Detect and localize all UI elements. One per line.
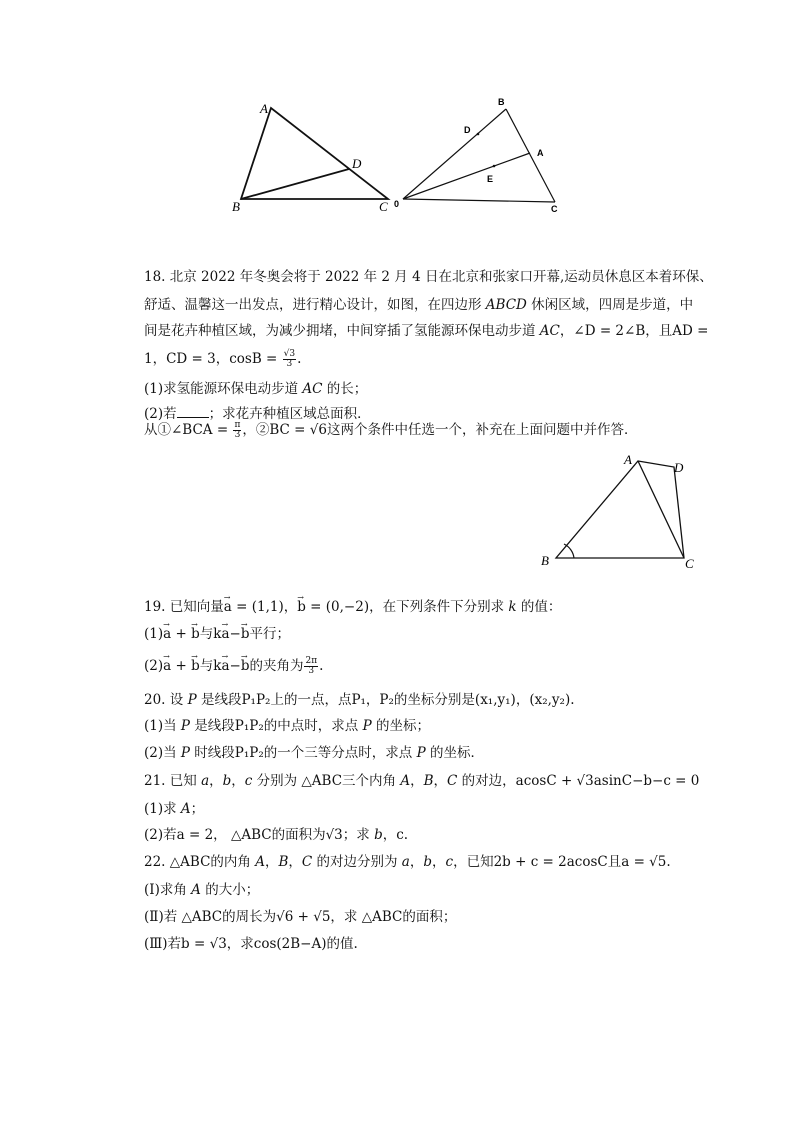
- label-c: C: [379, 199, 388, 214]
- frac-num: π: [234, 420, 241, 430]
- q20-l2d: P: [362, 718, 372, 734]
- q21-l3c: ，c.: [382, 827, 409, 843]
- answer-blank: [177, 405, 209, 418]
- q21-l1g: 分别为 △ABC三个内角: [252, 773, 401, 789]
- q20-l3a: (2)当: [144, 745, 181, 761]
- q21-line-2: [144, 800, 204, 818]
- label-b: B: [498, 97, 505, 107]
- figure-quadrilateral-abcd: [538, 450, 708, 575]
- segment-ob: [403, 109, 506, 199]
- q22-line-1: [144, 853, 671, 871]
- q22-l1k: ，: [432, 854, 446, 870]
- q20-l2c: 是线段P₁P₂的中点时，求点: [190, 718, 363, 734]
- q21-line-3: [144, 826, 408, 844]
- q20-l3d: P: [416, 745, 426, 761]
- q19-l1c: = (1,1)，: [231, 599, 298, 615]
- q18-l2c: 休闲区域，四周是步道，中: [526, 297, 694, 313]
- q22-l1e: ，: [288, 854, 302, 870]
- q22-l1i: ，: [409, 854, 424, 870]
- q19-l2c: +: [171, 626, 192, 642]
- label-o: 0: [394, 199, 400, 209]
- q22-l1f: C: [301, 854, 313, 870]
- label-a: A: [624, 452, 632, 467]
- frac-num: √3: [283, 349, 296, 359]
- q18-l1: 18. 北京 2022 年冬奥会将于 2022 年 2 月 4 日在北京和张家口开幕,运动员休息区本着环保、: [144, 269, 713, 285]
- label-c: C: [685, 556, 694, 571]
- vector-b: → b: [191, 657, 200, 675]
- q18-line-3: [144, 322, 708, 340]
- q18-l7b: ，②BC = √6这两个条件中任选一个，补充在上面问题中并作答．: [242, 422, 638, 438]
- q18-l2b: ABCD: [485, 297, 527, 313]
- label-c: C: [551, 204, 558, 214]
- point-e: [493, 165, 496, 168]
- q20-l3e: 的坐标．: [425, 745, 484, 761]
- label-b: B: [232, 199, 240, 214]
- q21-l1b: a: [201, 773, 210, 789]
- vector-a: → a: [221, 625, 229, 643]
- q18-l6a: (2)若: [144, 406, 177, 422]
- fraction-sqrt3-over-3: [283, 350, 296, 369]
- q20-l1b: P: [187, 692, 197, 708]
- q22-l1l: c: [445, 854, 454, 870]
- q20-l3b: P: [180, 745, 191, 761]
- frac-den: 3: [286, 359, 293, 369]
- q21-l1j: B: [423, 773, 434, 789]
- q19-l2i: 平行；: [249, 626, 290, 642]
- q18-line-2: [144, 296, 693, 314]
- q22-l4: (Ⅲ)若b = √3，求cos(2B−A)的值.: [144, 936, 358, 952]
- q18-l2a: 舒适、温馨这一出发点，进行精心设计，如图，在四边形: [144, 297, 486, 313]
- q19-l1a: 19. 已知向量: [144, 599, 224, 615]
- q22-l1b: A: [255, 854, 265, 870]
- q20-l2a: (1)当: [144, 718, 181, 734]
- q21-l1h: A: [400, 773, 411, 789]
- vector-a: → a: [163, 657, 171, 675]
- q22-l1d: B: [278, 854, 289, 870]
- q19-l1e: = (0,−2)，在下列条件下分别求: [305, 599, 509, 615]
- vector-b: → b: [241, 625, 250, 643]
- q22-l1h: a: [401, 854, 410, 870]
- q19-line-3: [144, 657, 323, 676]
- vector-b: → b: [191, 625, 200, 643]
- q21-l3b: b: [374, 827, 383, 843]
- vector-b: → b: [241, 657, 250, 675]
- q21-l1k: ，: [433, 773, 448, 789]
- q19-l1f: k: [508, 599, 517, 615]
- q18-l5b: AC: [302, 381, 323, 397]
- q21-l1a: 21. 已知: [144, 773, 202, 789]
- q20-l3c: 时线段P₁P₂的一个三等分点时，求点: [190, 745, 417, 761]
- q21-l2c: ；: [190, 801, 205, 817]
- fraction-2pi-over-3: [304, 657, 318, 676]
- label-a: A: [537, 148, 544, 158]
- q18-l6b: ；求花卉种植区域总面积．: [208, 406, 371, 422]
- q21-l2b: A: [180, 801, 191, 817]
- q19-l2e: 与k: [199, 626, 222, 642]
- q20-line-1: [144, 691, 575, 709]
- q18-l5c: 的长；: [322, 381, 368, 397]
- frac-den: 3: [308, 666, 315, 676]
- segment-bc: [506, 109, 555, 202]
- q22-line-4: [144, 935, 358, 953]
- vector-a: → a: [221, 657, 229, 675]
- segment-oc: [403, 199, 555, 202]
- frac-den: 3: [234, 430, 241, 440]
- segment-oa: [403, 153, 530, 199]
- q19-l3g: −: [229, 658, 241, 674]
- segment-bd: [241, 169, 349, 199]
- q22-l1a: 22. △ABC的内角: [144, 854, 256, 870]
- q21-l1c: ，: [209, 773, 223, 789]
- q18-l3b: AC: [539, 323, 560, 339]
- figure-triangle-obc: [390, 92, 570, 222]
- vector-b: → b: [297, 598, 306, 616]
- q20-line-3: [144, 744, 484, 762]
- q18-line-1: [144, 268, 713, 286]
- q22-l3: (Ⅱ)若 △ABC的周长为√6 + √5，求 △ABC的面积；: [144, 909, 457, 925]
- q22-l1j: b: [423, 854, 433, 870]
- point-d: [477, 133, 480, 136]
- q22-l1c: ，: [264, 854, 279, 870]
- q18-l3c: ，∠D = 2∠B，且AD =: [559, 323, 709, 339]
- q19-line-2: [144, 625, 290, 643]
- q19-line-1: [144, 598, 561, 616]
- q20-l2b: P: [180, 718, 191, 734]
- q21-l1f: c: [244, 773, 253, 789]
- q21-l1e: ，: [231, 773, 245, 789]
- q18-l7a: 从①∠BCA =: [144, 422, 233, 438]
- q20-l1c: 是线段P₁P₂上的一点，点P₁，P₂的坐标分别是(x₁,y₁)，(x₂,y₂).: [196, 692, 575, 708]
- q21-l1i: ，: [410, 773, 424, 789]
- q18-line-4: [144, 350, 301, 369]
- quadrilateral-abcd: [556, 461, 684, 558]
- q21-line-1: [144, 772, 699, 790]
- q18-l4a: 1，CD = 3，cosB =: [144, 351, 282, 367]
- q18-l3a: 间是花卉种植区域，为减少拥堵，中间穿插了氢能源环保电动步道: [144, 323, 540, 339]
- vector-a: → a: [163, 625, 171, 643]
- q19-l1g: 的值：: [516, 599, 562, 615]
- label-a: A: [260, 101, 268, 116]
- q21-l2a: (1)求: [144, 801, 181, 817]
- q21-l1m: 的对边，acosC + √3asinC−b−c = 0: [457, 773, 700, 789]
- q21-l1l: C: [447, 773, 458, 789]
- fraction-pi-over-3: [233, 421, 241, 440]
- q18-l5a: (1)求氢能源环保电动步道: [144, 381, 303, 397]
- q22-l1g: 的对边分别为: [312, 854, 402, 870]
- q19-l3a: (2): [144, 658, 164, 674]
- q19-l2g: −: [229, 626, 241, 642]
- q18-line-5: [144, 380, 367, 398]
- q18-line-7: [144, 421, 637, 440]
- q22-line-3: [144, 908, 456, 926]
- vector-a: → a: [224, 598, 232, 616]
- q21-l3a: (2)若a = 2， △ABC的面积为√3；求: [144, 827, 375, 843]
- label-d: D: [674, 460, 684, 475]
- q19-l3i: 的夹角为: [249, 658, 304, 674]
- q19-l3end: .: [319, 658, 324, 674]
- q22-l2c: 的大小；: [200, 882, 260, 898]
- segment-ac: [638, 461, 684, 558]
- label-d: D: [464, 125, 471, 135]
- q22-line-2: [144, 881, 259, 899]
- q20-line-2: [144, 717, 430, 735]
- q19-l2a: (1): [144, 626, 164, 642]
- q21-l1d: b: [222, 773, 232, 789]
- triangle-abc: [241, 108, 388, 199]
- q19-l3c: +: [171, 658, 192, 674]
- frac-num: 2π: [305, 656, 318, 666]
- q20-l1a: 20. 设: [144, 692, 188, 708]
- label-e: E: [487, 174, 494, 184]
- label-d: D: [352, 156, 362, 171]
- q20-l2e: 的坐标；: [371, 718, 430, 734]
- q22-l1m: ，已知2b + c = 2acosC且a = √5.: [453, 854, 671, 870]
- label-b: B: [541, 553, 549, 568]
- q18-l4end: .: [297, 351, 302, 367]
- q19-l3e: 与k: [199, 658, 222, 674]
- q22-l2b: A: [191, 882, 201, 898]
- q22-l2a: (Ⅰ)求角: [144, 882, 192, 898]
- figure-triangle-abd: [228, 98, 398, 218]
